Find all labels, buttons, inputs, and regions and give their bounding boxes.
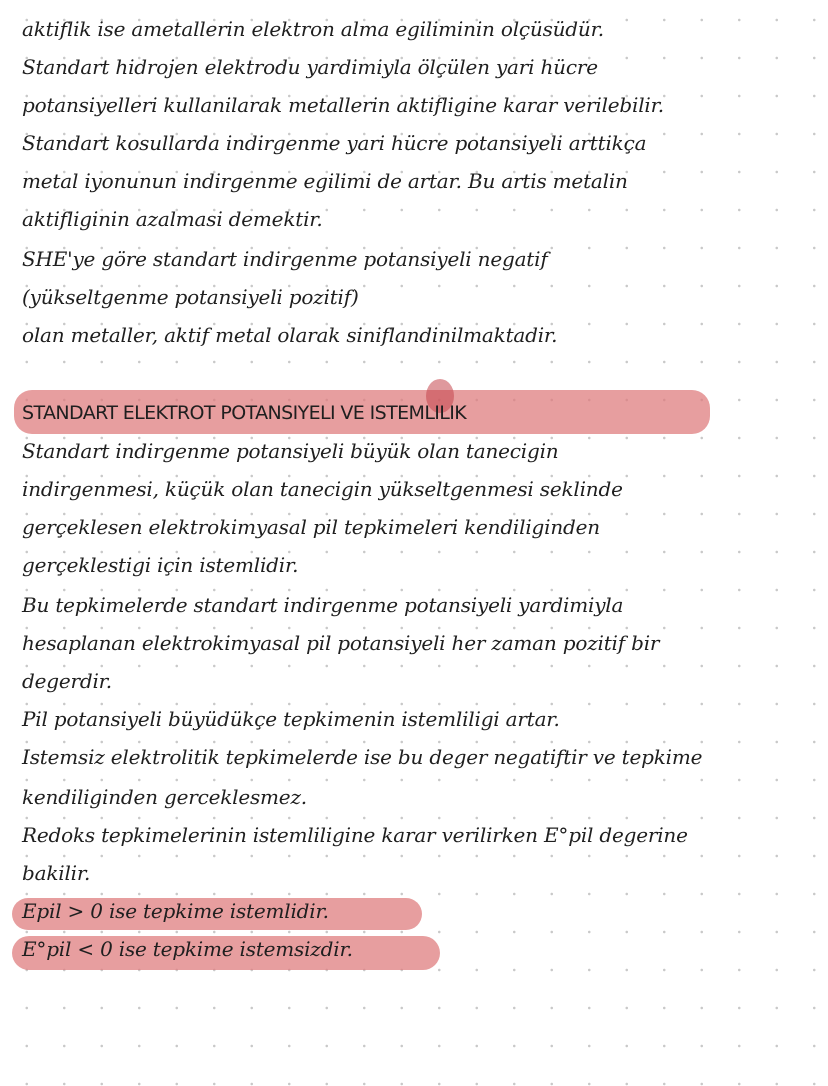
rule-negative: E°pil < 0 ise tepkime istemsizdir. [22,937,353,961]
note-line-3: potansiyelleri kullanilarak metallerin aktifligine karar verilebilir. [22,93,664,117]
note-line-2: Standart hidrojen elektrodu yardimiyla ölçülen yari hücre [22,55,598,79]
note-line-19: Istemsiz elektrolitik tepkimelerde ise bu deger negatiftir ve tepkime [22,745,703,769]
note-line-11: Standart indirgenme potansiyeli büyük olan tanecigin [22,439,559,463]
note-line-9: olan metaller, aktif metal olarak siniflandinilmaktadir. [22,323,558,347]
note-line-17: degerdir. [22,669,112,693]
note-line-18: Pil potansiyeli büyüdükçe tepkimenin istemliligi artar. [22,707,560,731]
note-line-16: hesaplanan elektrokimyasal pil potansiyeli her zaman pozitif bir [22,631,660,655]
note-line-14: gerçeklestigi için istemlidir. [22,553,299,577]
rule-positive: Epil > 0 ise tepkime istemlidir. [22,899,329,923]
note-line-22: bakilir. [22,861,91,885]
note-line-21: Redoks tepkimelerinin istemliligine karar verilirken E°pil degerine [22,823,688,847]
note-line-15: Bu tepkimelerde standart indirgenme potansiyeli yardimiyla [22,593,624,617]
note-line-12: indirgenmesi, küçük olan tanecigin yükseltgenmesi seklinde [22,477,623,501]
note-line-20: kendiliginden gerceklesmez. [22,785,307,809]
note-line-6: aktifliginin azalmasi demektir. [22,207,323,231]
note-line-13: gerçeklesen elektrokimyasal pil tepkimeleri kendiliginden [22,515,600,539]
note-line-8: (yükseltgenme potansiyeli pozitif) [22,285,359,309]
note-line-7: SHE'ye göre standart indirgenme potansiyeli negatif [22,247,548,271]
section-heading: STANDART ELEKTROT POTANSIYELI VE ISTEMLILIK [22,402,467,424]
note-line-5: metal iyonunun indirgenme egilimi de artar. Bu artis metalin [22,169,628,193]
note-line-1: aktiflik ise ametallerin elektron alma egiliminin olçüsüdür. [22,17,604,41]
note-line-4: Standart kosullarda indirgenme yari hücre potansiyeli arttikça [22,131,647,155]
